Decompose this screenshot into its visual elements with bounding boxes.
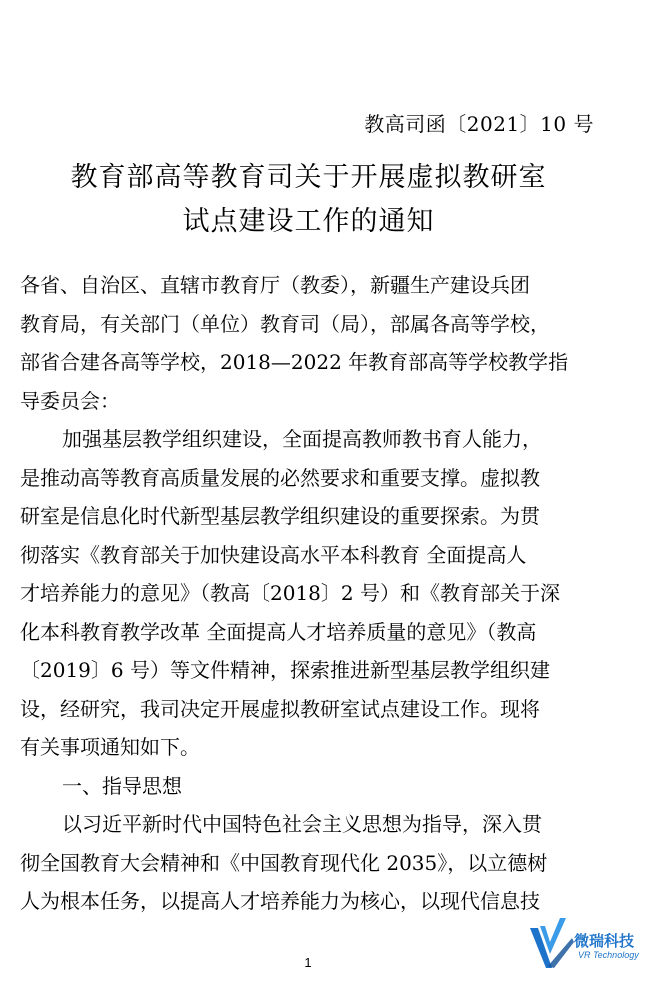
- section-heading-guiding-ideology: 一、指导思想: [62, 773, 182, 798]
- body-line-para1-7: 〔2019〕6 号）等文件精神，探索推进新型基层教学组织建: [20, 658, 550, 682]
- body-line-para1-4: 彻落实《教育部关于加快建设高水平本科教育 全面提高人: [20, 542, 527, 567]
- watermark-tagline: VR Technology: [578, 950, 639, 960]
- document-title-line-1: 教育部高等教育司关于开展虚拟教研室: [70, 162, 547, 193]
- body-line-para2-3: 人为根本任务，以提高人才培养能力为核心，以现代信息技: [20, 889, 540, 913]
- body-line-para1-6: 化本科教育教学改革 全面提高人才培养质量的意见》（教高: [20, 619, 537, 644]
- body-line-para1-8: 设，经研究，我司决定开展虚拟教研室试点建设工作。现将: [20, 696, 540, 721]
- body-line-para1-3: 研室是信息化时代新型基层教学组织建设的重要探索。为贯: [20, 504, 540, 528]
- body-line-addressees-4: 导委员会：: [20, 388, 120, 413]
- body-line-para1-9: 有关事项通知如下。: [20, 735, 200, 759]
- body-line-addressees-3: 部省合建各高等学校，2018—2022 年教育部高等学校教学指: [20, 350, 569, 374]
- vr-technology-watermark-logo: [526, 910, 651, 976]
- body-line-addressees-1: 各省、自治区、直辖市教育厅（教委），新疆生产建设兵团: [20, 273, 530, 297]
- document-title-line-2: 试点建设工作的通知: [182, 206, 435, 237]
- page-number: 1: [304, 955, 312, 970]
- body-line-para1-2: 是推动高等教育高质量发展的必然要求和重要支撑。虚拟教: [20, 465, 540, 490]
- body-line-para1-5: 才培养能力的意见》（教高〔2018〕2 号）和《教育部关于深: [20, 581, 560, 605]
- logo-mark-icon: [526, 910, 576, 976]
- body-line-para1-1: 加强基层教学组织建设，全面提高教师教书育人能力，: [62, 427, 542, 451]
- document-number: 教高司函〔2021〕10 号: [364, 112, 594, 136]
- body-line-addressees-2: 教育局，有关部门（单位）教育司（局），部属各高等学校，: [20, 311, 550, 336]
- document-body: [20, 266, 600, 921]
- watermark-brand-name: 微瑞科技: [574, 932, 635, 950]
- body-line-para2-2: 彻全国教育大会精神和《中国教育现代化 2035》，以立德树: [20, 850, 548, 875]
- body-line-para2-1: 以习近平新时代中国特色社会主义思想为指导，深入贯: [62, 812, 542, 836]
